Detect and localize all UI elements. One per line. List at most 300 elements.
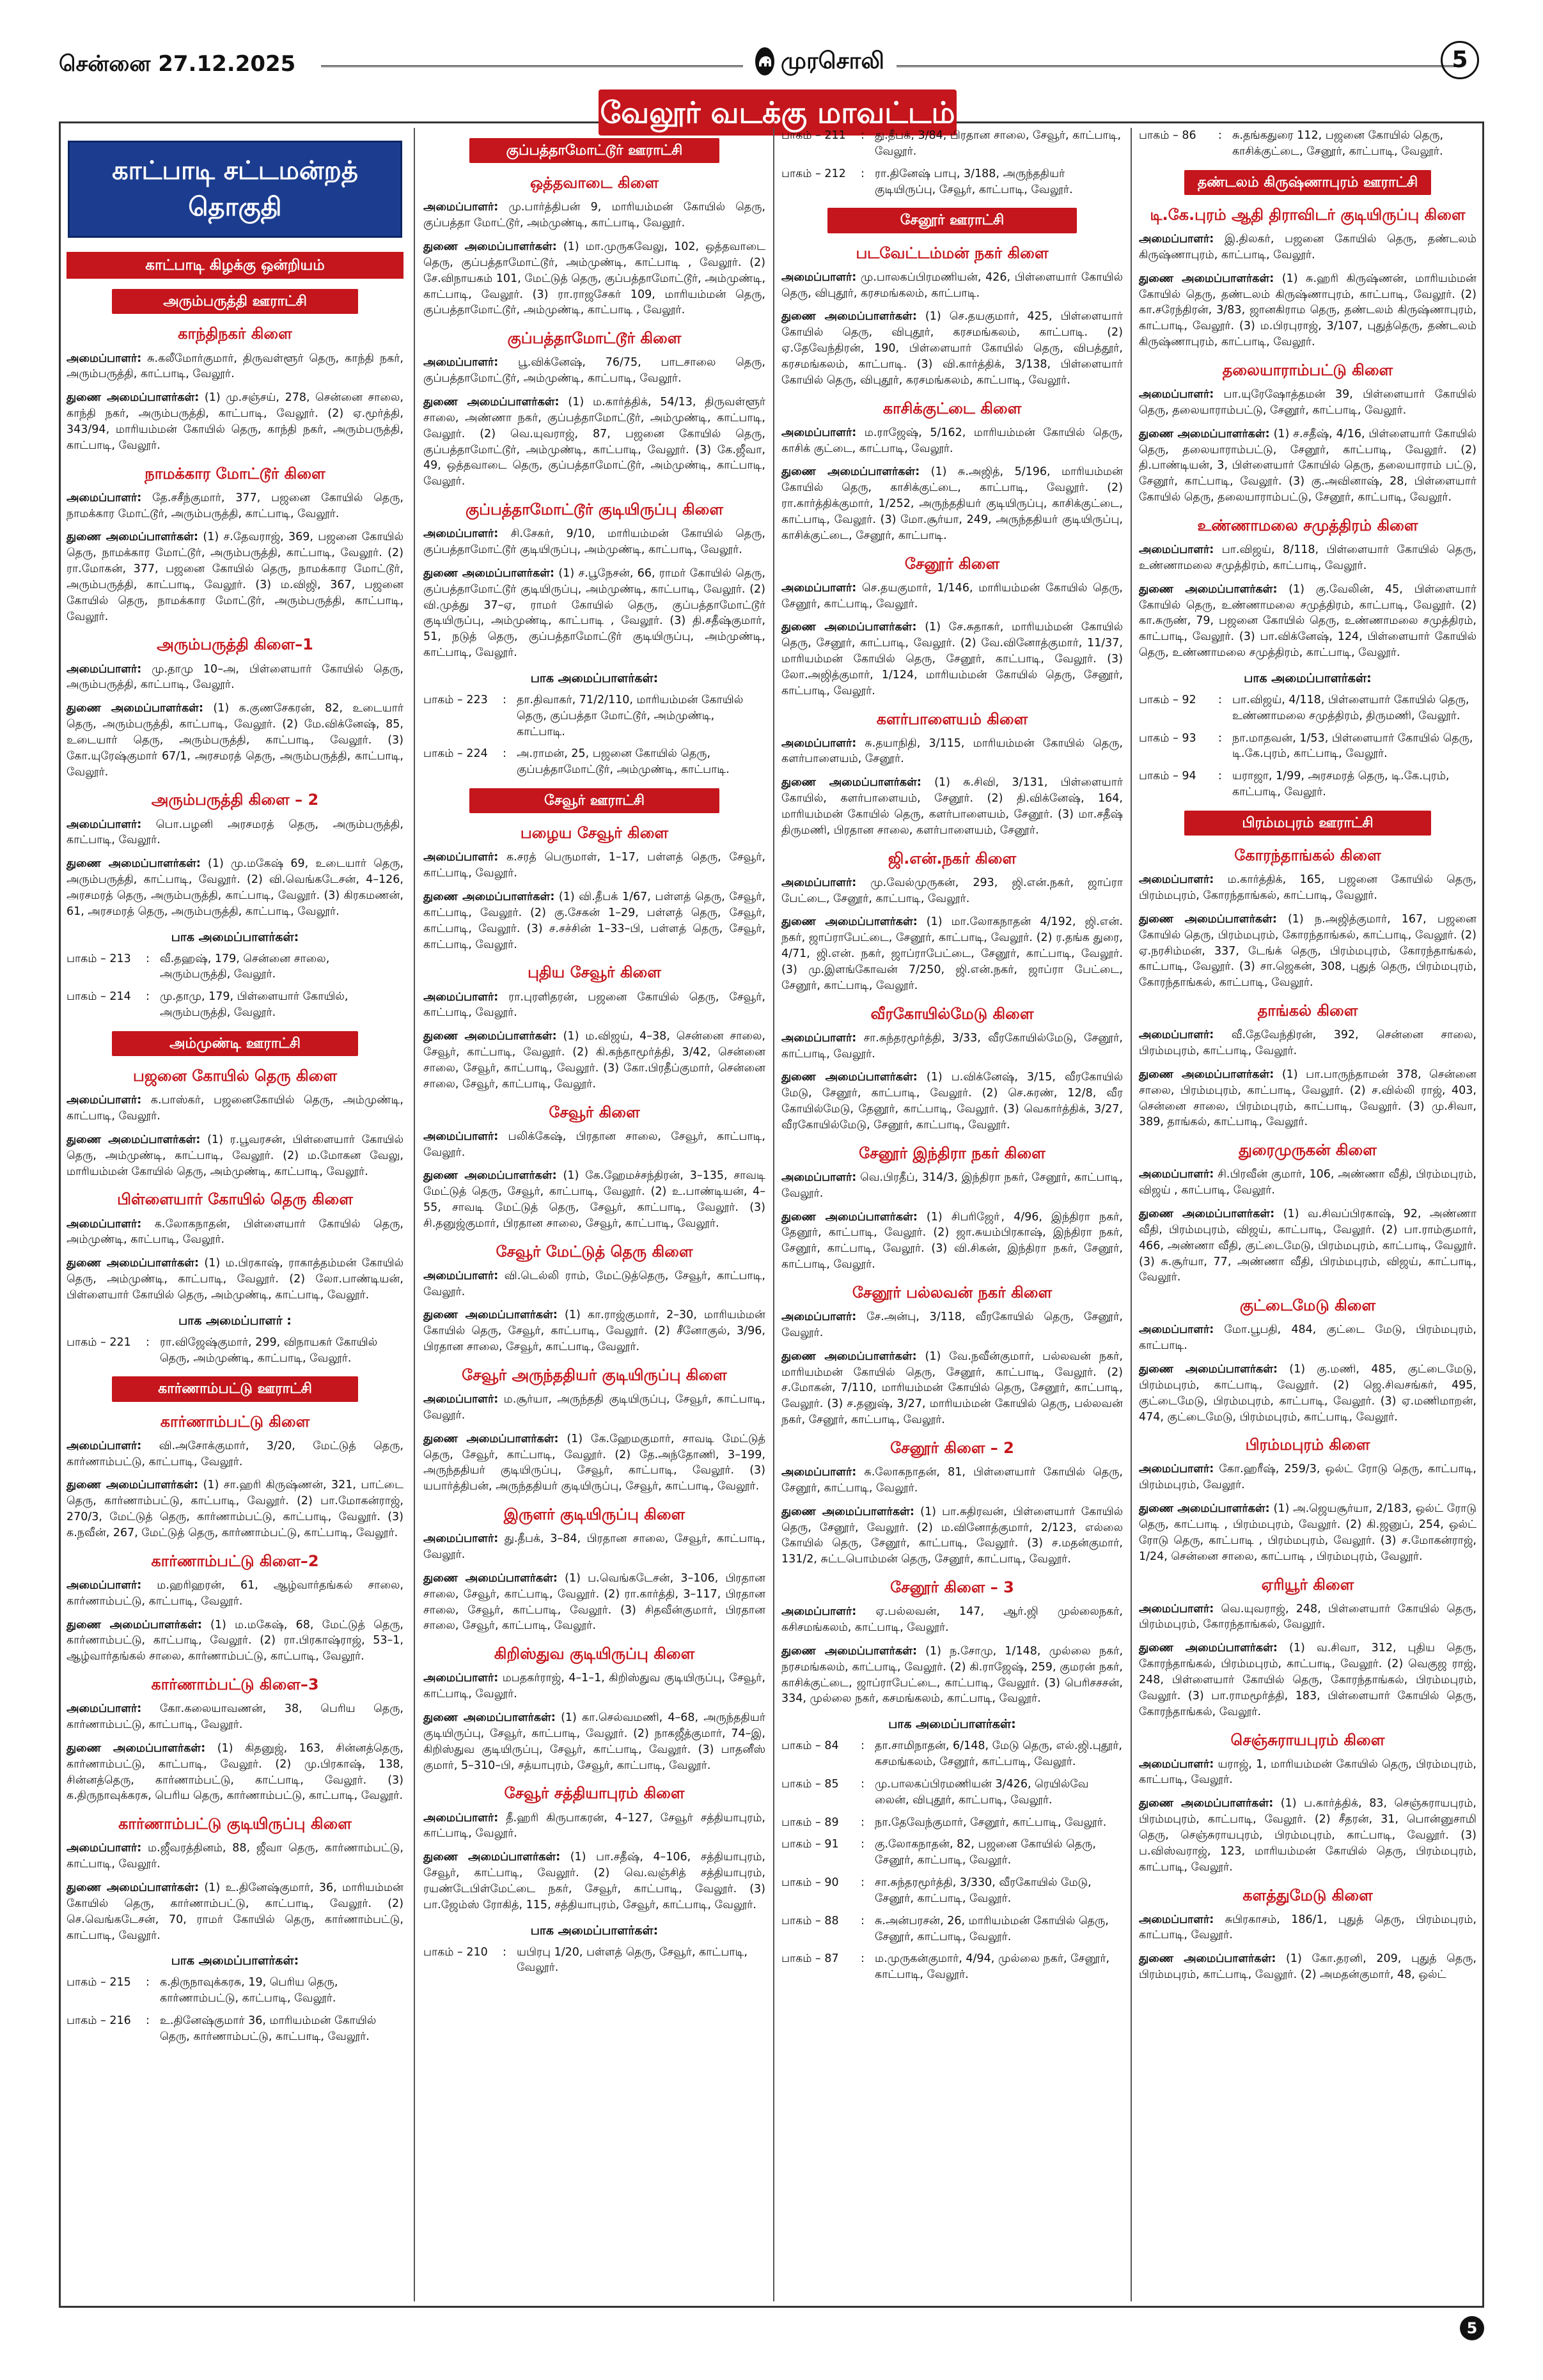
entry-role-label: துணை அமைப்பாளர்கள்: (67, 1881, 200, 1894)
deputy-organizers-entry (67, 856, 403, 919)
entry-text: (1) ம.விஜய், 4–38, சென்னை சாலை, சேவூர், காட்பாடி, வேலூர். (2) கி.கந்தாமூர்த்தி, 3/42, சென்னை சாலை, சேவூர், காட்பாடி, வேலூர். (3) கோ.பிரதீப்குமார், சென்னை சாலை, சேவூர், காட்பாடி, வேலூர். (423, 1030, 765, 1091)
branch-heading: இருளர் குடியிருப்பு கிளை (503, 1505, 685, 1524)
entry-text: (1) ம.கார்த்திக், 54/13, திருவள்ளூர் சாலை, அண்ணா நகர், குப்பத்தாமோட்டூர், அம்முண்டி, காட்பாடி, வேலூர். (2) வெ.யுவராஜ், 87, பஜனை கோயில் தெரு, குப்பத்தாமோட்டூர், அம்முண்டி, காட்பாடி, வேலூர். (3) கே.ஜீவா, 49, ஒத்தவாடை தெரு, குப்பத்தாமோட்டூர், அம்முண்டி, காட்பாடி, வேலூர். (423, 395, 765, 488)
entry-text: ஏ.பல்லவன், 147, ஆர்.ஜி முல்லைநகர், கசிசமங்கலம், காட்பாடி, வேலூர். (781, 1605, 1123, 1635)
deputy-organizers-entry (781, 1209, 1123, 1273)
panchayat-heading: சேவூர் ஊராட்சி (469, 788, 719, 813)
entry-role-label: அமைப்பாளர்: (1139, 1913, 1214, 1926)
branch-heading: ஏரியூர் கிளை (1261, 1575, 1354, 1594)
column-3 (779, 128, 1125, 2301)
branch-heading: சேனூர் கிளை – 2 (890, 1438, 1014, 1457)
entry-role-label: துணை அமைப்பாளர்கள்: (1139, 272, 1274, 285)
entry-text: (1) கா.ராஜ்குமார், 2–30, மாரியம்மன் கோயில் தெரு, சேவூர், காட்பாடி, வேலூர். (2) சீனோகுல், 3/96, பிரதான சாலை, சேவூர், காட்பாடி, வேலூர். (423, 1309, 765, 1354)
entry-role-label: அமைப்பாளர்: (423, 527, 499, 541)
branch-heading: பிரம்மபுரம் கிளை (1245, 1436, 1370, 1454)
entry-text: சுபிரகாசம், 186/1, புதுத் தெரு, பிரம்மபுரம், காட்பாடி, வேலூர். (1139, 1913, 1476, 1942)
booth-section-heading: பாக அமைப்பாளர் : (178, 1313, 292, 1328)
entry-text: மோ.பூபதி, 484, குட்டை மேடு, பிரம்மபுரம், காட்பாடி. (1139, 1323, 1476, 1353)
deputy-organizers-entry (781, 1069, 1123, 1133)
deputy-organizers-entry (1139, 912, 1476, 991)
branch-heading: டி.கே.புரம் ஆதி திராவிடர் குடியிருப்பு கிளை (1150, 205, 1466, 224)
entry-role-label: துணை அமைப்பாளர்கள்: (67, 531, 199, 544)
deputy-organizers-entry (423, 1571, 765, 1634)
deputy-organizers-entry (1139, 271, 1476, 350)
entry-role-label: துணை அமைப்பாளர்கள்: (1139, 912, 1277, 926)
entry-role-label: அமைப்பாளர்: (67, 1217, 142, 1231)
entry-text: (1) க.குணசேகரன், 82, உடையார் தெரு, அரும்பருத்தி, காட்பாடி, வேலூர். (2) மே.விக்னேஷ், 85, உடையார் தெரு, அரும்பருத்தி, காட்பாடி, வேலூர். (3) கோ.யுரேஷ்குமார் 67/1, அரசமரத் தெரு, அரும்பருத்தி, காட்பாடி, வேலூர். (67, 702, 403, 779)
entry-role-label: துணை அமைப்பாளர்கள்: (781, 915, 918, 929)
entry-text: பலிக்கேஷ், பிரதான சாலை, சேவூர், காட்பாடி, வேலூர். (423, 1130, 765, 1159)
entry-text: (1) அ.ஜெயசூர்யா, 2/183, ஒல்ட் ரோடு தெரு, காட்பாடி , பிரம்மபுரம், வேலூர். (2) கி.ஜனுப், 254, ஒல்ட் ரோடு தெரு, காட்பாடி , பிரம்மபுரம், வேலூர். (3) ச.மோகன்ராஜ், 1/24, சென்னை சாலை, காட்பாடி , பிரம்மபுரம், வேலூர். (1139, 1502, 1476, 1563)
entry-text: மு.பார்த்திபன் 9, மாரியம்மன் கோயில் தெரு, குப்பத்தா மோட்டூர், அம்முண்டி, காட்பாடி, வேலூர். (423, 201, 765, 230)
deputy-organizers-entry (67, 1880, 403, 1943)
booth-section-heading: பாக அமைப்பாளர்கள்: (530, 671, 659, 685)
branch-heading: படவேட்டம்மன் நகர் கிளை (856, 244, 1049, 262)
entry-role-label: துணை அமைப்பாளர்கள்: (423, 891, 555, 904)
entry-text: து.தீபக், 3–84, பிரதான சாலை, சேவூர், காட்பாடி, வேலூர். (423, 1532, 765, 1562)
entry-role-label: துணை அமைப்பாளர்கள்: (423, 1432, 559, 1445)
deputy-organizers-entry (423, 1168, 765, 1231)
entry-role-label: துணை அமைப்பாளர்கள்: (1139, 1952, 1276, 1966)
entry-text: மு.பாலகப்பிரமணியன், 426, பிள்ளையார் கோயில் தெரு, விபுதூர், கரசமங்கலம், காட்பாடி. (781, 270, 1123, 300)
entry-text: (1) கே.ஹேமகுமார், சாவடி மேட்டுத் தெரு, சேவூர், காட்பாடி, வேலூர். (2) தே.அந்தோணி, 3–199, அருந்ததியர் குடியிருப்பு, சேவூர், காட்பாடி, வேலூர். (3) யபார்த்திபன், அருந்ததியர் குடியிருப்பு, சேவூர், காட்பாடி, வேலூர். (423, 1432, 765, 1493)
organizer-entry (423, 1129, 765, 1161)
entry-text: சி.சேகர், 9/10, மாரியம்மன் கோயில் தெரு, குப்பத்தாமோட்டூர் குடியிருப்பு, அம்முண்டி, காட்பாடி, வேலூர். (423, 527, 765, 556)
branch-heading: அரும்பருத்தி கிளை – 2 (151, 791, 319, 809)
entry-role-label: துணை அமைப்பாளர்கள்: (67, 702, 204, 715)
branch-heading: களத்துமேடு கிளை (1242, 1886, 1373, 1904)
booth-section-heading: பாக அமைப்பாளர்கள்: (530, 1923, 659, 1938)
entry-text: வெ.யுவராஜ், 248, பிள்ளையார் கோயில் தெரு, பிரம்மபுரம், கோரந்தாங்கல், வேலூர். (1139, 1602, 1476, 1631)
entry-text: (1) பா.பாருந்தாமன் 378, சென்னை சாலை, பிரம்மபுரம், காட்பாடி, வேலூர். (2) ச.வில்லி ராஜ், 403, சென்னை சாலை, பிரம்மபுரம், காட்பாடி, வேலூர். (3) மு.சிவா, 389, தாங்கல், காட்பாடி, வேலூர். (1139, 1068, 1476, 1129)
masthead (59, 41, 1484, 96)
booth-organizer-row (1139, 692, 1476, 724)
deputy-organizers-entry (1139, 426, 1476, 506)
deputy-organizers-entry (67, 701, 403, 780)
entry-text: (1) மு.சஞ்சய், 278, சென்னை சாலை, காந்தி நகர், அரும்பருத்தி, காட்பாடி, வேலூர். (2) ஏ.மூர்த்தி, 343/94, மாரியம்மன் கோயில் தெரு, காந்தி நகர், அரும்பருத்தி, காட்பாடி, வேலூர். (67, 391, 403, 452)
organizer-entry (67, 1093, 403, 1124)
entry-role-label: துணை அமைப்பாளர்கள்: (781, 465, 920, 479)
footer-page-number: 5 (1460, 2316, 1484, 2340)
booth-organizer-text: அ.ராமன், 25, பஜனை கோயில் தெரு, குப்பத்தாமோட்டூர், அம்முண்டி, காட்பாடி. (517, 747, 730, 777)
entry-text: (1) கு.வேலின், 45, பிள்ளையார் கோயில் தெரு, உண்ணாமலை சமுத்திரம், காட்பாடி, வேலூர். (2) கா.சுருண், 79, பஜனை கோயில் தெரு, உண்ணாமலை சமுத்திரம், காட்பாடி, வேலூர். (3) பா.விக்னேஷ், 124, பிள்ளையார் கோயில் தெரு, உண்ணாமலை சமுத்திரம், காட்பாடி, வேலூர். (1139, 582, 1476, 660)
entry-text: (1) சு.அஜித், 5/196, மாரியம்மன் கோயில் தெரு, காசிக்குட்டை, காட்பாடி, வேலூர். (2) ரா.கார்த்திக்குமார், 1/252, அருந்ததியர் குடியிருப்பு, காசிக்குட்டை, காட்பாடி, வேலூர். (3) மோ.சூர்யா, 249, அருந்ததியர் குடியிருப்பு, காசிக்குட்டை, சேனூர், காட்பாடி. (781, 465, 1123, 542)
entry-role-label: அமைப்பாளர்: (1139, 543, 1214, 556)
branch-heading: சேனூர் கிளை – 3 (890, 1578, 1014, 1597)
organizer-entry (67, 351, 403, 383)
branch-heading: சேவூர் கிளை (549, 1103, 640, 1121)
entry-role-label: அமைப்பாளர்: (781, 1311, 857, 1324)
branch-heading: சேனூர் பல்லவன் நகர் கிளை (852, 1283, 1053, 1302)
booth-number: பாகம் – 215 (67, 1976, 131, 1989)
entry-text: (1) பா.சுதிரவன், பிள்ளையார் கோயில் தெரு, சேனூர், வேலூர். (2) ம.வினோத்குமார், 2/123, எல்லை கோயில் தெரு, சேனூர், காட்பாடி, வேலூர். (3) ச.மதன்குமார், 131/2, சுட்டபொம்மன் தெரு, சேனூர், காட்பாடி, வேலூர். (781, 1505, 1123, 1566)
entry-role-label: துணை அமைப்பாளர்கள்: (1139, 1797, 1274, 1810)
booth-organizer-row (781, 1777, 1123, 1808)
district-banner: வேலூர் வடக்கு மாவட்டம் (599, 89, 957, 136)
masthead-rule-left (321, 65, 743, 67)
entry-role-label: அமைப்பாளர்: (423, 1130, 499, 1143)
booth-organizer-row (1139, 768, 1476, 800)
entry-text: சு.தயாநிதி, 3/115, மாரியம்மன் கோயில் தெரு, களர்பாளையம், சேனூர். (781, 736, 1123, 766)
entry-role-label: அமைப்பாளர்: (781, 1171, 857, 1184)
entry-text: (1) ப.விக்னேஷ், 3/15, வீரகோயில் மேடு, சேனூர், காட்பாடி, வேலூர். (2) செ.சுரண், 12/8, வீர கோயில்மேடு, தேனூர், காட்பாடி, வேலூர். (3) வெகார்த்திக், 3/27, வீரகோயில்மேடு, சேனூர், காட்பாடி, வேலூர். (781, 1071, 1123, 1132)
booth-separator: : (146, 952, 150, 965)
entry-role-label: அமைப்பாளர்: (67, 1094, 142, 1107)
constituency-title: காட்பாடி சட்டமன்றத் தொகுதி (68, 141, 402, 238)
branch-heading: ஜி.என்.நகர் கிளை (888, 849, 1017, 867)
booth-organizer-text: சா.சுந்தரமூர்த்தி, 3/330, வீரகோயில் மேடு, சேனூர், காட்பாடி, வேலூர். (875, 1876, 1092, 1905)
organizer-entry (781, 425, 1123, 457)
organizer-entry (67, 1701, 403, 1733)
booth-number: பாகம் – 86 (1139, 129, 1196, 142)
organizer-entry (781, 1465, 1123, 1497)
entry-text: சா.சுந்தரமூர்த்தி, 3/33, வீரகோயில்மேடு, சேனூர், காட்பாடி, வேலூர். (781, 1031, 1123, 1061)
organizer-entry (781, 875, 1123, 907)
entry-role-label: அமைப்பாளர்: (67, 1578, 142, 1592)
entry-role-label: துணை அமைப்பாளர்கள்: (67, 857, 201, 871)
organizer-entry (67, 1438, 403, 1470)
booth-separator: : (861, 1739, 865, 1753)
entry-text: மு.தாமு 10–அ, பிள்ளையார் கோயில் தெரு, அரும்பருத்தி, காட்பாடி, வேலூர். (67, 662, 403, 692)
entry-text: வீ.தேவேந்திரன், 392, சென்னை சாலை, பிரம்மபுரம், காட்பாடி, வேலூர். (1139, 1029, 1476, 1058)
entry-text: யராஜ், 1, மாரியம்மன் கோயில் தெரு, பிரம்மபுரம், காட்பாடி, வேலூர். (1139, 1757, 1476, 1787)
organizer-entry (423, 355, 765, 387)
entry-role-label: அமைப்பாளர்: (1139, 1602, 1214, 1615)
deputy-organizers-entry (1139, 1206, 1476, 1286)
booth-number: பாகம் – 221 (67, 1335, 131, 1349)
booth-number: பாகம் – 89 (781, 1816, 839, 1829)
entry-role-label: துணை அமைப்பாளர்கள்: (1139, 1502, 1270, 1516)
entry-role-label: துணை அமைப்பாளர்கள்: (781, 1210, 918, 1224)
entry-text: (1) கிதனுஜ், 163, சின்னத்தெரு, கார்ணாம்பட்டு, காட்பாடி, வேலூர். (2) மு.பிரகாஷ், 138, சின்னத்தெரு, கார்ணாம்பட்டு, காட்பாடி, வேலூர். (3) க.திருநாவுக்கரசு, பெரிய தெரு, கார்ணாம்பட்டு, காட்பாடி, வேலூர். (67, 1741, 403, 1803)
entry-text: சு.கலீமோர்குமார், திருவள்ளூர் தெரு, காந்தி நகர், அரும்பருத்தி, காட்பாடி, வேலூர். (67, 352, 403, 381)
entry-text: (1) சா.ஹரி கிருஷ்ணன், 321, பாட்டை தெரு, கார்ணாம்பட்டு, காட்பாடி, வேலூர். (2) பா.மோகன்ராஜ், 270/3, மேட்டுத் தெரு, கார்ணாம்பட்டு, காட்பாடி, வேலூர். (3) க.நவீன், 267, மேட்டுத் தெரு, கார்ணாம்பட்டு, காட்பாடி, வேலூர். (67, 1479, 403, 1539)
booth-organizer-text: தா.திவாகர், 71/2/110, மாரியம்மன் கோயில் தெரு, குப்பத்தா மோட்டூர், அம்முண்டி, காட்பாடி. (517, 693, 744, 738)
booth-organizer-text: நா.தேவேந்குமார், சேனூர், காட்பாடி, வேலூர். (875, 1816, 1107, 1829)
column-4 (1136, 128, 1479, 2301)
booth-organizer-row (423, 746, 765, 778)
booth-separator: : (146, 990, 150, 1004)
entry-role-label: அமைப்பாளர்: (781, 1466, 857, 1479)
entry-text: வி.அசோக்குமார், 3/20, மேட்டுத் தெரு, கார்ணாம்பட்டு, காட்பாடி, வேலூர். (67, 1439, 403, 1468)
booth-organizer-row (781, 1913, 1123, 1945)
branch-heading: கார்ணாம்பட்டு கிளை–2 (151, 1552, 319, 1570)
entry-text: (1) சு.சிவி, 3/131, பிள்ளையார் கோயில், களர்பாளையம், சேனூர். (2) தி.விக்னேஷ், 164, மாரியம்மன் கோயில் தெரு, களர்பாளையம், சேனூர். (3) மா.சதீஷ் திருமணி, பிரதான சாலை, களர்பாளையம், சேனூர். (781, 776, 1123, 837)
booth-number: பாகம் – 93 (1139, 731, 1196, 745)
entry-text: பொ.பழனி அரசமரத் தெரு, அரும்பருத்தி, காட்பாடி, வேலூர். (67, 818, 403, 847)
entry-text: வெ.பிரதீப், 314/3, இந்திரா நகர், சேனூர், காட்பாடி, வேலூர். (781, 1171, 1123, 1200)
entry-role-label: அமைப்பாளர்: (1139, 1463, 1214, 1476)
organizer-entry (1139, 1027, 1476, 1059)
booth-organizer-text: யபிரபு 1/20, பள்ளத் தெரு, சேவூர், காட்பாடி, வேலூர். (517, 1945, 748, 1975)
booth-separator: : (146, 1335, 150, 1349)
entry-text: (1) ச.சதீஷ், 4/16, பிள்ளையார் கோயில் தெரு, தலையாராம்பட்டு, சேனூர், காட்பாடி, வேலூர். (2) தி.பாண்டியன், 3, பிள்ளையார் கோயில் தெரு, தலையாராம் பட்டு, சேனூர், காட்பாடி, வேலூர். (3) கு.அவினாஷ், 28, பிள்ளையார் கோயில் தெரு, தலையாராம்பட்டு, சேனூர், காட்பாடி, வேலூர். (1139, 427, 1476, 504)
organizer-entry (1139, 1757, 1476, 1789)
entry-role-label: துணை அமைப்பாளர்கள்: (423, 240, 557, 253)
booth-organizer-text: உ.தினேஷ்குமார் 36, மாரியம்மன் கோயில் தெரு, கார்ணாம்பட்டு, காட்பாடி, வேலூர். (160, 2014, 377, 2043)
column-4-body (1136, 128, 1479, 1983)
issue-date: சென்னை 27.12.2025 (59, 51, 296, 77)
entry-role-label: துணை அமைப்பாளர்கள்: (781, 310, 917, 323)
booth-separator: : (1218, 731, 1222, 745)
branch-heading: தலையாராம்பட்டு கிளை (1222, 361, 1393, 379)
deputy-organizers-entry (1139, 1501, 1476, 1564)
entry-role-label: அமைப்பாளர்: (423, 1811, 499, 1824)
organizer-entry (423, 1670, 765, 1702)
branch-heading: குட்டைமேடு கிளை (1239, 1296, 1376, 1315)
entry-role-label: துணை அமைப்பாளர்கள்: (1139, 1068, 1274, 1081)
entry-role-label: அமைப்பாளர்: (1139, 873, 1214, 887)
entry-text: (1) சு.ஹரி கிருஷ்ணன், மாரியம்மன் கோயில் தெரு, தண்டலம் கிருஷ்ணாபுரம், காட்பாடி, வேலூர். (2) கா.சரேந்திரன், 3/83, ஜானகிராம தெரு, தண்டலம் கிருஷ்ணாபுரம், காட்பாடி, வேலூர். (3) ம.பிரபுராஜ், 3/107, புதுத்தெரு, தண்டலம் கிருஷ்ணாபுரம், காட்பாடி, வேலூர். (1139, 272, 1476, 349)
entry-text: (1) வி.தீபக் 1/67, பள்ளத் தெரு, சேவூர், காட்பாடி, வேலூர். (2) கு.சேகன் 1–29, பள்ளத் தெரு, சேவூர், காட்பாடி, வேலூர். (3) ச.சச்சின் 1–33–பி, பள்ளத் தெரு, சேவூர், காட்பாடி, வேலூர். (423, 891, 765, 951)
deputy-organizers-entry (1139, 1796, 1476, 1875)
organizer-entry (1139, 542, 1476, 574)
branch-heading: சேவூர் மேட்டுத் தெரு கிளை (496, 1242, 693, 1261)
entry-text: (1) மா.லோகநாதன் 4/192, ஜி.என். நகர், ஜாப்ராபேட்டை, சேனூர், காட்பாடி, வேலூர். (2) ர.தங்க துரை, 4/71, ஜி.என். நகர், ஜாப்ராபேட்டை, சேனூர், காட்பாடி, வேலூர். (3) மு.இளங்கோவன் 7/250, ஜி.என்.நகர், ஜாப்ரா பேட்டை, சேனூர், காட்பாடி, வேலூர். (781, 915, 1123, 992)
branch-heading: செஞ்சுராயபுரம் கிளை (1230, 1731, 1385, 1749)
entry-text: செ.தயகுமார், 1/146, மாரியம்மன் கோயில் தெரு, சேனூர், காட்பாடி, வேலூர். (781, 581, 1123, 611)
entry-role-label: அமைப்பாளர்: (1139, 1168, 1214, 1181)
column-divider (414, 128, 415, 2301)
booth-separator: : (503, 747, 506, 761)
deputy-organizers-entry (1139, 1951, 1476, 1983)
deputy-organizers-entry (423, 1710, 765, 1773)
entry-role-label: துணை அமைப்பாளர்கள்: (67, 1479, 199, 1492)
column-divider (773, 128, 774, 2301)
booth-organizer-row (67, 951, 403, 983)
organizer-entry (67, 662, 403, 694)
branch-heading: தாங்கல் கிளை (1257, 1002, 1358, 1020)
entry-role-label: அமைப்பாளர்: (67, 662, 142, 676)
entry-text: (1) ந.அஜித்குமார், 167, பஜனை கோயில் தெரு, பிரம்மபுரம், கோரந்தாங்கல், காட்பாடி, வேலூர். (2) ஏ.நரசிம்மன், 337, டேங்க் தெரு, பிரம்மபுரம், கோரந்தாங்கல், காட்பாடி, வேலூர். (3) சா.ஜெகன், 308, புதுத் தெரு, பிரம்மபுரம், கோரந்தாங்கல், காட்பாடி, வேலூர். (1139, 912, 1476, 990)
entry-text: (1) செ.தயகுமார், 425, பிள்ளையார் கோயில் தெரு, விபுதூர், கரசமங்கலம், காட்பாடி. (2) ஏ.தேவேந்திரன், 190, பிள்ளையார் கோயில் தெரு, விபத்தூர், கரசமங்கலம், காட்பாடி. (3) வி.கார்த்திக், 3/138, பிள்ளையார் கோயில் தெரு, விபுதூர், கரசமங்கலம், காட்பாடி, வேலூர். (781, 310, 1123, 387)
booth-organizer-text: ரா.விஜேஷ்குமார், 299, விநாயகர் கோயில் தெரு, அம்முண்டி, காட்பாடி, வேலூர். (160, 1335, 378, 1365)
entry-text: தே.சசீந்குமார், 377, பஜனை கோயில் தெரு, நாமக்கார மோட்டூர், அரும்பருத்தி, காட்பாடி, வேலூர். (67, 491, 403, 520)
entry-role-label: துணை அமைப்பாளர்கள்: (1139, 1208, 1275, 1221)
booth-number: பாகம் – 84 (781, 1739, 839, 1753)
masthead-rule-right (897, 65, 1459, 67)
booth-organizer-text: க.திருநாவுக்கரசு, 19, பெரிய தெரு, கார்ணாம்பட்டு, காட்பாடி, வேலூர். (160, 1976, 338, 2005)
deputy-organizers-entry (423, 889, 765, 953)
branch-heading: வீரகோயில்மேடு கிளை (870, 1004, 1034, 1023)
branch-heading: கார்ணாம்பட்டு கிளை (160, 1412, 310, 1431)
entry-role-label: துணை அமைப்பாளர்கள்: (423, 1030, 557, 1043)
entry-role-label: துணை அமைப்பாளர்கள்: (423, 1851, 561, 1864)
column-3-body (779, 128, 1125, 1983)
branch-heading: ஒத்தவாடை கிளை (529, 174, 659, 192)
booth-number: பாகம் – 211 (781, 129, 846, 142)
booth-organizer-row (67, 1335, 403, 1367)
entry-role-label: துணை அமைப்பாளர்கள்: (423, 1711, 556, 1725)
booth-organizer-text: கு.லோகநாதன், 82, பஜனை கோயில் தெரு, சேனூர், காட்பாடி, வேலூர். (875, 1838, 1096, 1867)
column-2-body (421, 138, 768, 1976)
organizer-entry (423, 1392, 765, 1424)
entry-role-label: அமைப்பாளர்: (781, 1031, 857, 1045)
deputy-organizers-entry (67, 1741, 403, 1804)
entry-role-label: அமைப்பாளர்: (1139, 1757, 1214, 1771)
entry-role-label: அமைப்பாளர்: (781, 426, 857, 439)
booth-number: பாகம் – 210 (423, 1945, 488, 1959)
panchayat-heading: பிரம்மபுரம் ஊராட்சி (1184, 811, 1431, 836)
deputy-organizers-entry (423, 566, 765, 661)
booth-separator: : (861, 1876, 865, 1890)
booth-number: பாகம் – 90 (781, 1876, 839, 1890)
deputy-organizers-entry (781, 464, 1123, 543)
organizer-entry (67, 817, 403, 849)
paper-logo (756, 43, 884, 79)
booth-section-heading: பாக அமைப்பாளர்கள்: (888, 1717, 1016, 1732)
booth-organizer-row (781, 1875, 1123, 1907)
booth-number: பாகம் – 94 (1139, 770, 1196, 783)
organizer-entry (1139, 1322, 1476, 1354)
entry-text: (1) ப.வெங்கடேசன், 3–106, பிரதான சாலை, சேவூர், காட்பாடி, வேலூர். (2) ரா.கார்த்தி, 3–117, பிரதான சாலை, சேவூர், காட்பாடி, வேலூர். (3) சிதவீன்குமார், பிரதான சாலை, சேவூர், காட்பாடி, வேலூர். (423, 1571, 765, 1633)
booth-separator: : (861, 1914, 865, 1927)
booth-organizer-text: சு.அன்பரசன், 26, மாரியம்மன் கோயில் தெரு, சேனூர், காட்பாடி, வேலூர். (875, 1914, 1109, 1943)
entry-role-label: துணை அமைப்பாளர்கள்: (423, 395, 560, 408)
deputy-organizers-entry (67, 1477, 403, 1541)
entry-role-label: அமைப்பாளர்: (1139, 1029, 1214, 1042)
organizer-entry (423, 526, 765, 558)
deputy-organizers-entry (1139, 1362, 1476, 1425)
deputy-organizers-entry (781, 775, 1123, 838)
entry-role-label: துணை அமைப்பாளர்கள்: (423, 1571, 558, 1585)
booth-organizer-row (781, 1951, 1123, 1983)
entry-text: பா.யுரேஷோத்தமன் 39, பிள்ளையார் கோயில் தெரு, தலையாராம்பட்டு, சேனூர், காட்பாடி, வேலூர். (1139, 387, 1476, 417)
booth-number: பாகம் – 85 (781, 1777, 839, 1791)
page-number-badge: 5 (1441, 41, 1479, 79)
entry-role-label: அமைப்பாளர்: (423, 851, 499, 864)
booth-separator: : (861, 1777, 865, 1791)
entry-text: தீ.ஹரி கிருபாகரன், 4–127, சேவூர் சத்தியாபுரம், காட்பாடி, வேலூர். (423, 1811, 765, 1840)
entry-text: ரா.புரளிதரன், பஜனை கோயில் தெரு, சேவூர், காட்பாடி, வேலூர். (423, 990, 765, 1020)
entry-role-label: துணை அமைப்பாளர்கள்: (67, 391, 200, 405)
entry-text: (1) வே.நவீன்குமார், பல்லவன் நகர், மாரியம்மன் கோயில் தெரு, சேனூர், காட்பாடி, வேலூர். (2) ச.மோகன், 7/110, மாரியம்மன் கோயில் தெரு, சேனூர், காட்பாடி, வேலூர். (3) ச.தனுஷ், 3/27, மாரியம்மன் கோயில் தெரு, பல்லவன் நகர், சேனூர், காட்பாடி, வேலூர். (781, 1349, 1123, 1427)
column-2 (421, 128, 768, 2301)
deputy-organizers-entry (67, 529, 403, 625)
branch-heading: உண்ணாமலை சமுத்திரம் கிளை (1197, 516, 1418, 534)
deputy-organizers-entry (67, 1256, 403, 1303)
entry-text: (1) ச.தேவராஜ், 369, பஜனை கோயில் தெரு, நாமக்கார மோட்டூர், அரும்பருத்தி, காட்பாடி, வேலூர். (2) ரா.மோகன், 377, பஜனை கோயில் தெரு, நாமக்கார மோட்டூர், அரும்பருத்தி, காட்பாடி, வேலூர். (3) ம.விஜி, 367, பஜனை கோயில் தெரு, நாமக்கார மோட்டூர், அரும்பருத்தி, காட்பாடி, வேலூர். (67, 531, 403, 623)
deputy-organizers-entry (67, 1617, 403, 1665)
entry-role-label: அமைப்பாளர்: (423, 1672, 499, 1685)
entry-text: (1) ப.கார்த்திக், 83, செஞ்சுராயபுரம், பிரம்மபுரம், காட்பாடி, வேலூர். (2) சீதரன், 31, பொன்னுசாமி தெரு, செஞ்சுராயபுரம், பிரம்மபுரம், காட்பாடி, வேலூர். (3) ப.விஸ்வராஜ், 123, மாரியம்மன் கோயில் தெரு, பிரம்மபுரம், காட்பாடி, வேலூர். (1139, 1797, 1476, 1874)
entry-role-label: துணை அமைப்பாளர்கள்: (67, 1618, 202, 1631)
organizer-entry (781, 1170, 1123, 1202)
entry-role-label: அமைப்பாளர்: (67, 818, 142, 831)
organizer-entry (781, 736, 1123, 768)
branch-heading: கார்ணாம்பட்டு குடியிருப்பு கிளை (118, 1815, 352, 1833)
booth-number: பாகம் – 212 (781, 167, 846, 180)
entry-role-label: அமைப்பாளர்: (67, 1842, 142, 1855)
entry-text: (1) சே.சுதாகர், மாரியம்மன் கோயில் தெரு, சேனூர், காட்பாடி, வேலூர். (2) வே.வினோத்குமார், 11/37, மாரியம்மன் கோயில் தெரு, சேனூர், காட்பாடி, வேலூர். (3) லோ.அஜித்குமார், 1/124, மாரியம்மன் கோயில் தெரு, சேனூர், காட்பாடி, வேலூர். (781, 621, 1123, 697)
entry-role-label: துணை அமைப்பாளர்கள்: (67, 1133, 201, 1146)
entry-text: (1) வ.சிவா, 312, புதிய தெரு, கோரந்தாங்கல், பிரம்மபுரம், காட்பாடி, வேலூர். (2) வெகுஜ ராஜ், 248, பிள்ளையார் கோயில் தெரு, கோரந்தாங்கல், பிரம்மபுரம், வேலூர். (3) பா.ராமமூர்த்தி, 183, பிள்ளையார் கோயில் தெரு, கோரந்தாங்கல், வேலூர். (1139, 1642, 1476, 1718)
deputy-organizers-entry (423, 239, 765, 318)
deputy-organizers-entry (1139, 582, 1476, 661)
entry-text: (1) ச.பூநேசன், 66, ராமர் கோயில் தெரு, குப்பத்தாமோட்டூர் குடியிருப்பு, அம்முண்டி, காட்பாடி, வேலூர். (2) வி.முத்து 37–ஏ, ராமர் கோயில் தெரு, குப்பத்தாமோட்டூர் குடியிருப்பு, அம்முண்டி, காட்பாடி , வேலூர். (3) தி.சதீஷ்குமார், 51, நடுத் தெரு, குப்பத்தாமோட்டூர் குடியிருப்பு, அம்முண்டி, காட்பாடி, வேலூர். (423, 566, 765, 660)
booth-organizer-text: நா.மாதவன், 1/53, பிள்ளையார் கோயில் தெரு, டி.கே.புரம், காட்பாடி, வேலூர். (1232, 731, 1473, 761)
entry-role-label: அமைப்பாளர்: (423, 356, 499, 369)
booth-organizer-text: து.தீபக், 3/84, பிரதான சாலை, சேவூர், காட்பாடி, வேலூர். (875, 129, 1122, 158)
booth-number: பாகம் – 214 (67, 990, 131, 1004)
booth-organizer-row (1139, 128, 1476, 160)
deputy-organizers-entry (781, 914, 1123, 993)
entry-text: சு.லோகநாதன், 81, பிள்ளையார் கோயில் தெரு, சேனூர், காட்பாடி, வேலூர். (781, 1466, 1123, 1495)
organizer-entry (423, 990, 765, 1022)
booth-number: பாகம் – 88 (781, 1914, 839, 1927)
booth-separator: : (1218, 693, 1222, 706)
entry-role-label: அமைப்பாளர்: (423, 201, 499, 214)
deputy-organizers-entry (423, 1431, 765, 1495)
booth-number: பாகம் – 213 (67, 952, 131, 965)
booth-number: பாகம் – 92 (1139, 693, 1196, 706)
booth-organizer-row (67, 2013, 403, 2045)
entry-role-label: துணை அமைப்பாளர்கள்: (67, 1741, 206, 1755)
entry-text: (1) கோ.தரனி, 209, புதுத் தெரு, பிரம்மபுரம், காட்பாடி, வேலூர். (2) அமதன்குமார், 48, ஒல்ட் (1139, 1952, 1476, 1982)
panchayat-heading: அரும்பருத்தி ஊராட்சி (112, 289, 358, 314)
entry-text: இ.திலகர், பஜனை கோயில் தெரு, தண்டலம் கிருஷ்ணாபுரம், காட்பாடி, வேலூர். (1139, 233, 1476, 261)
entry-role-label: துணை அமைப்பாளர்கள்: (423, 1169, 557, 1183)
entry-role-label: துணை அமைப்பாளர்கள்: (1139, 427, 1270, 440)
entry-text: சே.அன்பு, 3/118, வீரகோயில் தெரு, சேனூர், வேலூர். (781, 1311, 1123, 1339)
entry-text: ம.சூர்யா, அருந்ததி குடியிருப்பு, சேவூர், காட்பாடி, வேலூர். (423, 1393, 765, 1422)
booth-organizer-text: சு.தங்கதுரை 112, பஜனை கோயில் தெரு, காசிக்குட்டை, சேனூர், காட்பாடி, வேலூர். (1232, 129, 1444, 158)
branch-heading: நாமக்கார மோட்டூர் கிளை (145, 464, 325, 483)
organizer-entry (67, 490, 403, 522)
deputy-organizers-entry (781, 309, 1123, 388)
booth-organizer-text: ரா.தினேஷ் பாபு, 3/188, அருந்ததியர் குடியிருப்பு, சேவூர், காட்பாடி, வேலூர். (875, 167, 1073, 196)
booth-organizer-text: தா.சாமிநாதன், 6/148, மேடு தெரு, எல்.ஜி.புதூர், கசமங்கலம், சேனூர், காட்பாடி, வேலூர். (875, 1739, 1122, 1769)
branch-heading: சேனூர் இந்திரா நகர் கிளை (859, 1144, 1046, 1162)
entry-role-label: துணை அமைப்பாளர்கள்: (781, 621, 917, 634)
entry-text: (1) சிபரிஜோ், 4/96, இந்திரா நகர், தேனூர், காட்பாடி, வேலூர். (2) ஜா.சுயம்பிரகாஷ், இந்திரா நகர், சேனூர், காட்பாடி, வேலூர். (3) வி.சிகன், இந்திரா நகர், சேனூர், காட்பாடி, வேலூர். (781, 1210, 1123, 1272)
branch-heading: பிள்ளையார் கோயில் தெரு கிளை (117, 1190, 353, 1209)
booth-organizer-row (781, 166, 1123, 198)
booth-organizer-text: மு.பாலகப்பிரமணியன் 3/426, ரெயில்வே லைன், விபுதூர், காட்பாடி, வேலூர். (875, 1777, 1089, 1807)
booth-number: பாகம் – 216 (67, 2014, 131, 2028)
booth-separator: : (861, 167, 865, 180)
entry-role-label: துணை அமைப்பாளர்கள்: (1139, 1642, 1278, 1655)
entry-text: (1) வ.சிவப்பிரகாஷ், 92, அண்ணா வீதி, பிரம்மபுரம், விஜய், காட்பாடி, வேலூர். (2) பா.ராம்குமார், 466, அண்ணா வீதி, குட்டைமேடு, பிரம்மபுரம், காட்பாடி, வேலூர். (3) சு.சூர்யா, 77, அண்ணா வீதி, பிரம்மபுரம், விஜய், காட்பாடி, வேலூர். (1139, 1208, 1476, 1284)
entry-role-label: அமைப்பாளர்: (423, 1393, 499, 1406)
entry-text: (1) ந.சோமு, 1/148, முல்லை நகர், நரசமங்கலம், காட்பாடி, வேலூர். (2) கி.ராஜேஷ், 259, குமரன் நகர், காசிக்குட்டை, ஜாப்ராபேட்டை, காட்பாடி, வேலூர். (3) பெரிசசசன், 334, முல்லை நகர், கசமங்கலம், காட்பாடி, வேலூர். (781, 1644, 1124, 1706)
entry-text: க.லோகநாதன், பிள்ளையார் கோயில் தெரு, அம்முண்டி, காட்பாடி, வேலூர். (67, 1217, 403, 1247)
union-title: காட்பாடி கிழக்கு ஒன்றியம் (67, 252, 403, 279)
entry-text: ம.ஜீவரத்தினம், 88, ஜீவா தெரு, கார்ணாம்பட்டு, காட்பாடி, வேலூர். (67, 1842, 403, 1871)
branch-heading: காசிக்குட்டை கிளை (882, 399, 1022, 417)
booth-organizer-text: பா.விஜய், 4/118, பிள்ளையார் கோயில் தெரு, உண்ணாமலை சமுத்திரம், திருமணி, வேலூர். (1232, 693, 1469, 722)
entry-role-label: அமைப்பாளர்: (781, 736, 857, 750)
entry-role-label: அமைப்பாளர்: (781, 270, 857, 284)
booth-separator: : (861, 1952, 865, 1966)
deputy-organizers-entry (1139, 1640, 1476, 1720)
entry-role-label: துணை அமைப்பாளர்கள்: (781, 1349, 917, 1363)
organizer-entry (423, 199, 765, 231)
booth-separator: : (861, 1816, 865, 1829)
paper-name: முரசொலி (781, 48, 884, 75)
entry-text: (1) கே.ஹேமச்சந்திரன், 3–135, சாவடி மேட்டுத் தெரு, சேவூர், காட்பாடி, வேலூர். (2) உ.பாண்டியன், 4–55, சாவடி மேட்டுத் தெரு, சேவூர், காட்பாடி, வேலூர். (3) சி.தனுஜ்குமார், பிரதான சாலை, சேவூர், காட்பாடி, வேலூர். (423, 1169, 765, 1230)
entry-role-label: துணை அமைப்பாளர்கள்: (781, 1644, 917, 1658)
elephant-logo-icon (755, 47, 774, 75)
entry-text: கோ.ஹரீஷ், 259/3, ஒல்ட் ரோடு தெரு, காட்பாடி, பிரம்மபுரம், வேலூர். (1139, 1463, 1476, 1492)
panchayat-heading: தண்டலம் கிருஷ்ணாபுரம் ஊராட்சி (1184, 170, 1431, 195)
booth-organizer-row (67, 1975, 403, 2007)
deputy-organizers-entry (423, 1849, 765, 1913)
entry-role-label: துணை அமைப்பாளர்கள்: (781, 776, 921, 789)
branch-heading: சேவூர் அருந்ததியர் குடியிருப்பு கிளை (462, 1366, 727, 1385)
branch-heading: அரும்பருத்தி கிளை–1 (157, 635, 313, 654)
entry-text: க.சரத் பெருமாள், 1–17, பள்ளத் தெரு, சேவூர், காட்பாடி, வேலூர். (423, 851, 765, 880)
